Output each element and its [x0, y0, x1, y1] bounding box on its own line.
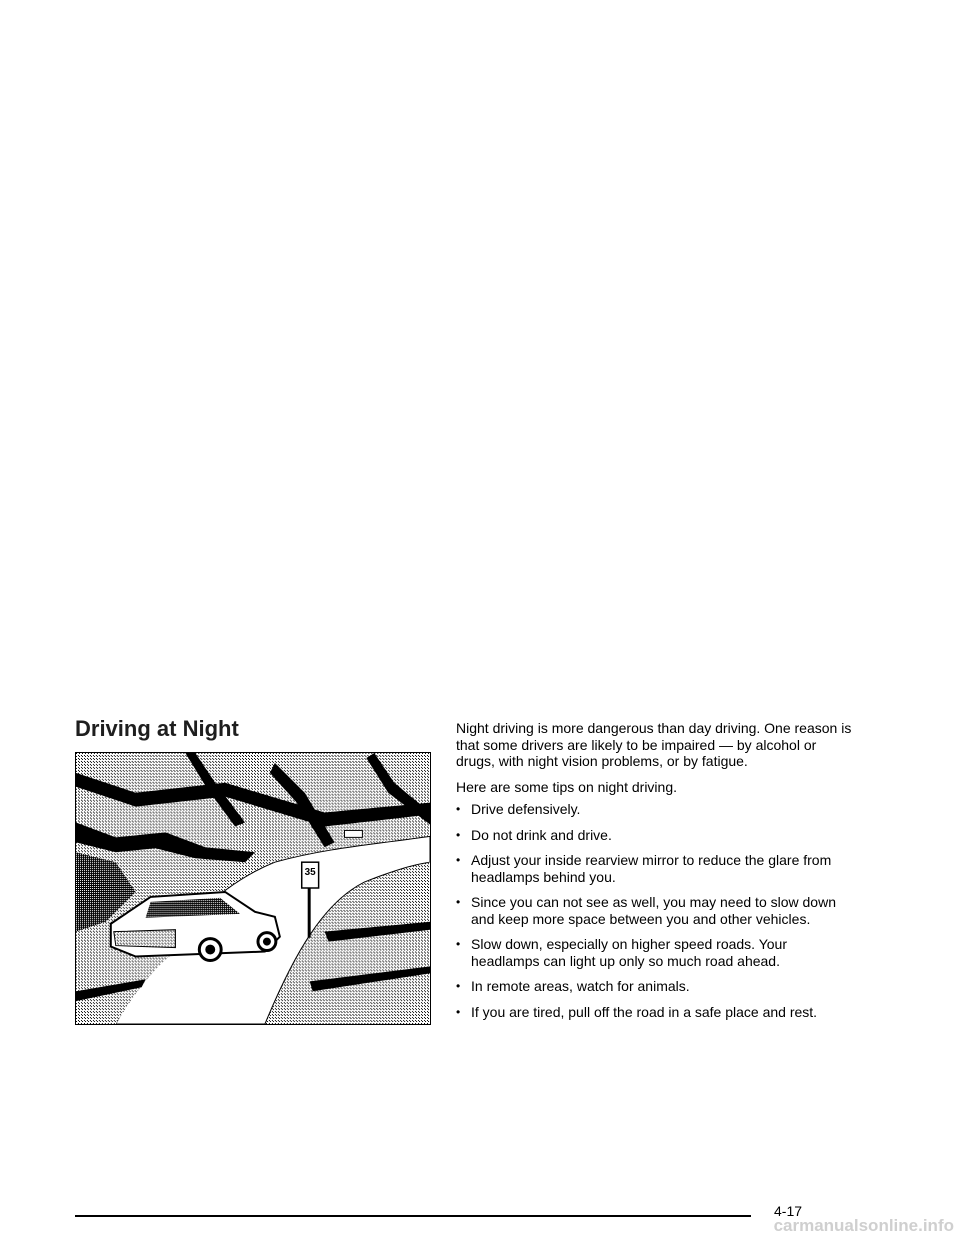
speed-limit-sign-number: 35: [304, 867, 316, 879]
tip-text: If you are tired, pull off the road in a safe place and rest.: [471, 1003, 818, 1020]
tip-text: Slow down, especially on higher speed roads. Your headlamps can light up only so much road ahead.: [471, 936, 787, 969]
tips-column: [456, 720, 856, 1029]
list-item: [456, 1004, 856, 1021]
tip-text: Since you can not see as well, you may need to slow down and keep more space between you and other vehicles.: [471, 894, 836, 927]
bullet-icon: •: [456, 827, 461, 842]
tip-text: Do not drink and drive.: [471, 826, 612, 843]
bullet-icon: •: [456, 937, 461, 951]
list-item: [456, 894, 856, 927]
list-item: [456, 978, 856, 995]
tip-text: In remote areas, watch for animals.: [471, 978, 690, 994]
night-road-scene: [76, 753, 430, 1024]
bullet-icon: •: [456, 1004, 461, 1019]
page-number: 4-17: [774, 1203, 803, 1219]
section-title: Driving at Night: [75, 716, 239, 741]
bullet-icon: •: [456, 853, 461, 867]
list-item: [456, 827, 856, 844]
tip-text: Drive defensively.: [471, 801, 581, 817]
footer-rule: [75, 1215, 751, 1217]
tip-text: Adjust your inside rearview mirror to reduce the glare from headlamps behind you.: [471, 852, 832, 885]
tips-lead: Here are some tips on night driving.: [456, 778, 677, 795]
list-item: [456, 936, 856, 969]
bullet-icon: •: [456, 895, 461, 909]
site-watermark: carmanualsonline.info: [773, 1216, 954, 1235]
bullet-icon: •: [456, 979, 461, 993]
intro-paragraph: Night driving is more dangerous than day driving. One reason is that some drivers are likely to be impaired — by alcohol or drugs, with night vision problems, or by fatigue.: [456, 720, 852, 769]
list-item: [456, 801, 856, 818]
list-item: [456, 852, 856, 885]
bullet-icon: •: [456, 802, 461, 816]
night-driving-illustration: [75, 752, 431, 1025]
tips-list: [456, 801, 856, 1020]
